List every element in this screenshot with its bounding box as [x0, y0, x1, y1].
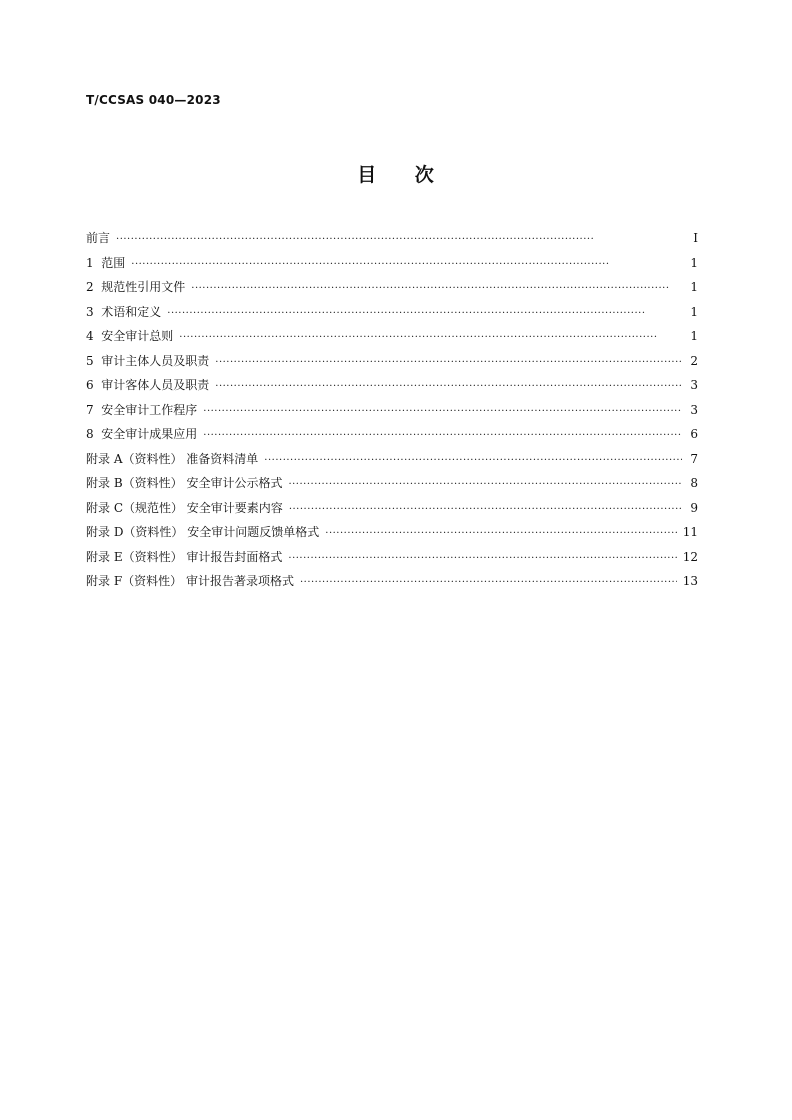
- dot-leader: [203, 424, 682, 449]
- toc-entry-page: 6: [690, 427, 698, 441]
- toc-entry-label: 3 术语和定义: [86, 304, 162, 319]
- dot-leader: [300, 571, 677, 596]
- toc-entry-appendix-e[interactable]: [86, 545, 698, 570]
- toc-entry-appendix-a[interactable]: [86, 447, 698, 472]
- dot-leader: [215, 375, 682, 400]
- toc-entry-label: 5 审计主体人员及职责: [86, 353, 210, 368]
- dot-leader: [203, 400, 682, 425]
- toc-entry-appendix-f[interactable]: [86, 569, 698, 594]
- toc-entry-4[interactable]: [86, 324, 698, 349]
- dot-leader: [325, 522, 676, 547]
- toc-entry-page: 11: [682, 525, 698, 539]
- toc-entry-3[interactable]: [86, 300, 698, 325]
- toc-entry-page: 13: [682, 574, 698, 588]
- dot-leader: [264, 449, 682, 474]
- toc-entry-label: 附录 C（规范性） 安全审计要素内容: [86, 500, 283, 515]
- toc-entry-page: 12: [682, 549, 698, 564]
- toc-entry-7[interactable]: [86, 398, 698, 423]
- dot-leader: [131, 253, 682, 278]
- toc-entry-page: 2: [690, 353, 698, 368]
- toc-entry-page: 9: [690, 500, 698, 515]
- toc-entry-appendix-d[interactable]: [86, 520, 698, 545]
- toc-entry-label: 前言: [86, 231, 111, 245]
- toc-entry-label: 附录 A（资料性） 准备资料清单: [86, 451, 259, 466]
- toc-entry-page: 1: [690, 304, 698, 319]
- toc-list: [86, 226, 698, 594]
- toc-entry-label: 4 安全审计总则: [86, 329, 174, 343]
- toc-entry-page: 3: [690, 402, 698, 417]
- toc-entry-appendix-c[interactable]: [86, 496, 698, 521]
- toc-entry-8[interactable]: [86, 422, 698, 447]
- toc-entry-label: 6 审计客体人员及职责: [86, 378, 210, 392]
- toc-entry-label: 2 规范性引用文件: [86, 280, 186, 294]
- toc-entry-6[interactable]: [86, 373, 698, 398]
- dot-leader: [179, 326, 682, 351]
- toc-entry-label: 8 安全审计成果应用: [86, 427, 198, 441]
- toc-entry-label: 1 范围: [86, 255, 126, 270]
- toc-entry-5[interactable]: [86, 349, 698, 374]
- toc-entry-label: 附录 D（资料性） 安全审计问题反馈单格式: [86, 525, 320, 539]
- toc-title: 目 次: [357, 164, 435, 186]
- dot-leader: [215, 351, 682, 376]
- toc-entry-page: I: [693, 231, 698, 245]
- toc-entry-label: 附录 E（资料性） 审计报告封面格式: [86, 549, 283, 564]
- toc-entry-page: 7: [690, 451, 698, 466]
- dot-leader: [288, 473, 682, 498]
- dot-leader: [116, 228, 682, 253]
- toc-entry-label: 附录 F（资料性） 审计报告著录项格式: [86, 574, 294, 588]
- dot-leader: [167, 302, 682, 327]
- dot-leader: [191, 277, 682, 302]
- standard-code: T/CCSAS 040—2023: [86, 93, 221, 107]
- dot-leader: [289, 498, 682, 523]
- toc-entry-preface[interactable]: [86, 226, 698, 251]
- toc-entry-label: 7 安全审计工作程序: [86, 402, 198, 417]
- toc-entry-1[interactable]: [86, 251, 698, 276]
- toc-entry-2[interactable]: [86, 275, 698, 300]
- toc-entry-page: 3: [690, 378, 698, 392]
- toc-entry-label: 附录 B（资料性） 安全审计公示格式: [86, 476, 283, 490]
- toc-entry-page: 1: [690, 255, 698, 270]
- toc-entry-page: 8: [690, 476, 698, 490]
- toc-entry-page: 1: [690, 280, 698, 294]
- dot-leader: [288, 547, 676, 572]
- toc-entry-appendix-b[interactable]: [86, 471, 698, 496]
- toc-entry-page: 1: [690, 329, 698, 343]
